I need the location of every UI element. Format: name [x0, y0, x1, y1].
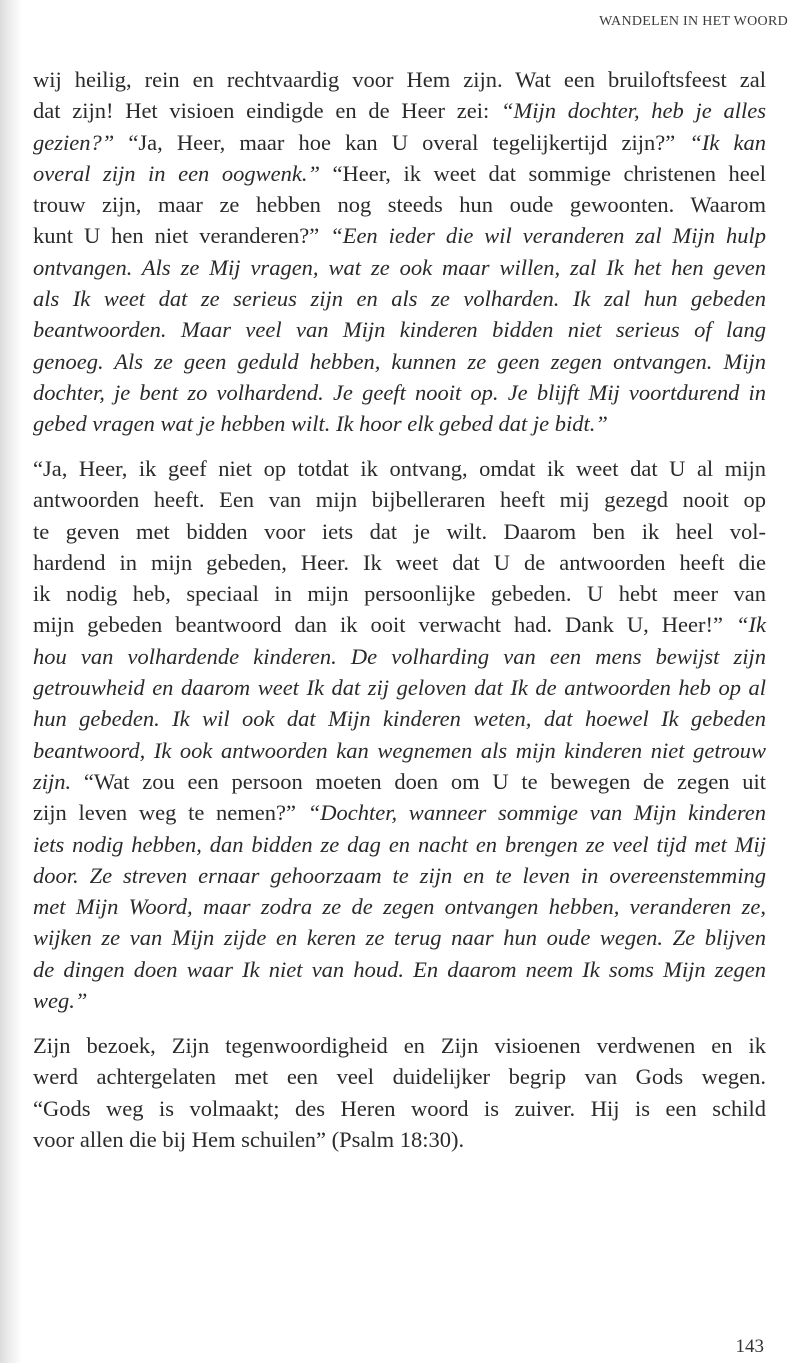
text-line — [33, 860, 766, 891]
italic-quote-segment: de dingen doen waar Ik niet van houd. En daarom neem Ik soms Mijn zegen — [33, 956, 766, 982]
text-line — [33, 1093, 766, 1124]
text-line — [33, 578, 766, 609]
text-segment: kunt U hen niet veranderen?” — [33, 223, 331, 249]
italic-quote-segment: weg.” — [33, 988, 88, 1014]
italic-quote-segment: “Dochter, wanneer sommige van Mijn kinderen — [307, 800, 767, 826]
page-number: 143 — [735, 1336, 764, 1357]
text-segment: “Ja, Heer, maar hoe kan U overal tegelijkertijd zijn?” — [114, 129, 690, 155]
text-line — [33, 985, 766, 1016]
text-line — [33, 829, 766, 860]
italic-quote-segment: “Ik kan — [689, 129, 766, 155]
text-segment: dat zijn! Het visioen eindigde en de Heer zei: — [33, 98, 501, 124]
text-line — [33, 64, 766, 95]
text-line — [33, 954, 766, 985]
text-segment: ik nodig heb, speciaal in mijn persoonlijke gebeden. U hebt meer van — [33, 581, 766, 607]
text-line — [33, 484, 766, 515]
text-line — [33, 1124, 766, 1155]
italic-quote-segment: getrouwheid en daarom weet Ik dat zij geloven dat Ik de antwoorden heb op al — [33, 675, 766, 701]
text-line — [33, 797, 766, 828]
italic-quote-segment: “Ik — [736, 612, 766, 638]
italic-quote-segment: “Een ieder die wil veranderen zal Mijn hulp — [330, 223, 766, 249]
text-line — [33, 703, 766, 734]
text-segment: “Heer, ik weet dat sommige christenen heel — [319, 160, 766, 186]
italic-quote-segment: dochter, je bent zo volhardend. Je geeft nooit op. Je blijft Mij voortdurend in — [33, 379, 766, 405]
text-segment: mijn gebeden beantwoord dan ik ooit verwacht had. Dank U, Heer!” — [33, 612, 736, 638]
italic-quote-segment: hun gebeden. Ik wil ook dat Mijn kinderen weten, dat hoewel Ik gebeden — [33, 706, 766, 732]
text-line — [33, 453, 766, 484]
text-segment: antwoorden heeft. Een van mijn bijbelleraren heeft mij gezegd nooit op — [33, 487, 766, 513]
italic-quote-segment: wijken ze van Mijn zijde en keren ze terug naar hun oude wegen. Ze blijven — [33, 925, 766, 951]
text-line — [33, 283, 766, 314]
text-line — [33, 408, 766, 439]
text-line — [33, 891, 766, 922]
text-segment: “Ja, Heer, ik geef niet op totdat ik ontvang, omdat ik weet dat U al mijn — [33, 456, 766, 481]
text-segment: hardend in mijn gebeden, Heer. Ik weet dat U de antwoorden heeft die — [33, 549, 766, 575]
italic-quote-segment: iets nodig hebben, dan bidden ze dag en nacht en brengen ze veel tijd met Mij — [33, 831, 766, 857]
paragraph-1 — [33, 64, 766, 440]
text-line — [33, 766, 766, 797]
italic-quote-segment: overal zijn in een oogwenk.” — [33, 160, 320, 186]
text-line — [33, 346, 766, 377]
text-line — [33, 922, 766, 953]
text-line — [33, 220, 766, 251]
text-line — [33, 516, 766, 547]
text-line — [33, 547, 766, 578]
page-edge-shadow — [0, 0, 22, 1363]
text-line — [33, 377, 766, 408]
text-line — [33, 609, 766, 640]
text-segment: te geven met bidden voor iets dat je wilt. Daarom ben ik heel vol- — [33, 518, 766, 544]
running-head: WANDELEN IN HET WOORD — [599, 14, 788, 29]
text-segment: zijn leven weg te nemen?” — [33, 800, 308, 826]
text-segment: wij heilig, rein en rechtvaardig voor Hem zijn. Wat een bruiloftsfeest zal — [33, 67, 766, 92]
italic-quote-segment: beantwoord, Ik ook antwoorden kan wegnemen als mijn kinderen niet getrouw — [33, 737, 766, 763]
text-segment: “Gods weg is volmaakt; des Heren woord is zuiver. Hij is een schild — [33, 1095, 766, 1121]
text-segment: voor allen die bij Hem schuilen” (Psalm 18:30). — [33, 1126, 465, 1152]
text-segment: werd achtergelaten met een veel duidelijker begrip van Gods wegen. — [33, 1064, 766, 1090]
text-line — [33, 189, 766, 220]
paragraph-3 — [33, 1030, 766, 1155]
text-line — [33, 641, 766, 672]
text-line — [33, 1030, 766, 1061]
italic-quote-segment: gebed vragen wat je hebben wilt. Ik hoor elk gebed dat je bidt.” — [33, 411, 608, 437]
text-segment: trouw zijn, maar ze hebben nog steeds hun oude gewoonten. Waarom — [33, 192, 766, 218]
text-line — [33, 672, 766, 703]
text-line — [33, 1061, 766, 1092]
text-segment: Zijn bezoek, Zijn tegenwoordigheid en Zijn visioenen verdwenen en ik — [33, 1033, 766, 1058]
text-line — [33, 95, 766, 126]
italic-quote-segment: met Mijn Woord, maar zodra ze de zegen ontvangen hebben, veranderen ze, — [33, 894, 766, 920]
text-line — [33, 158, 766, 189]
italic-quote-segment: als Ik weet dat ze serieus zijn en als ze volharden. Ik zal hun gebeden — [33, 286, 766, 312]
text-segment: “Wat zou een persoon moeten doen om U te bewegen de zegen uit — [71, 768, 766, 794]
italic-quote-segment: “Mijn dochter, heb je alles — [500, 98, 767, 124]
italic-quote-segment: gezien?” — [33, 129, 115, 155]
italic-quote-segment: hou van volhardende kinderen. De volharding van een mens bewijst zijn — [33, 643, 766, 669]
text-line — [33, 735, 766, 766]
italic-quote-segment: genoeg. Als ze geen geduld hebben, kunnen ze geen zegen ontvangen. Mijn — [33, 348, 766, 374]
paragraph-2 — [33, 453, 766, 1016]
italic-quote-segment: door. Ze streven ernaar gehoorzaam te zijn en te leven in overeenstemming — [33, 862, 766, 888]
text-line — [33, 314, 766, 345]
italic-quote-segment: beantwoorden. Maar veel van Mijn kinderen bidden niet serieus of lang — [33, 317, 766, 343]
text-line — [33, 252, 766, 283]
italic-quote-segment: ontvangen. Als ze Mij vragen, wat ze ook maar willen, zal Ik het hen geven — [33, 254, 766, 280]
italic-quote-segment: zijn. — [33, 768, 72, 794]
text-line — [33, 127, 766, 158]
